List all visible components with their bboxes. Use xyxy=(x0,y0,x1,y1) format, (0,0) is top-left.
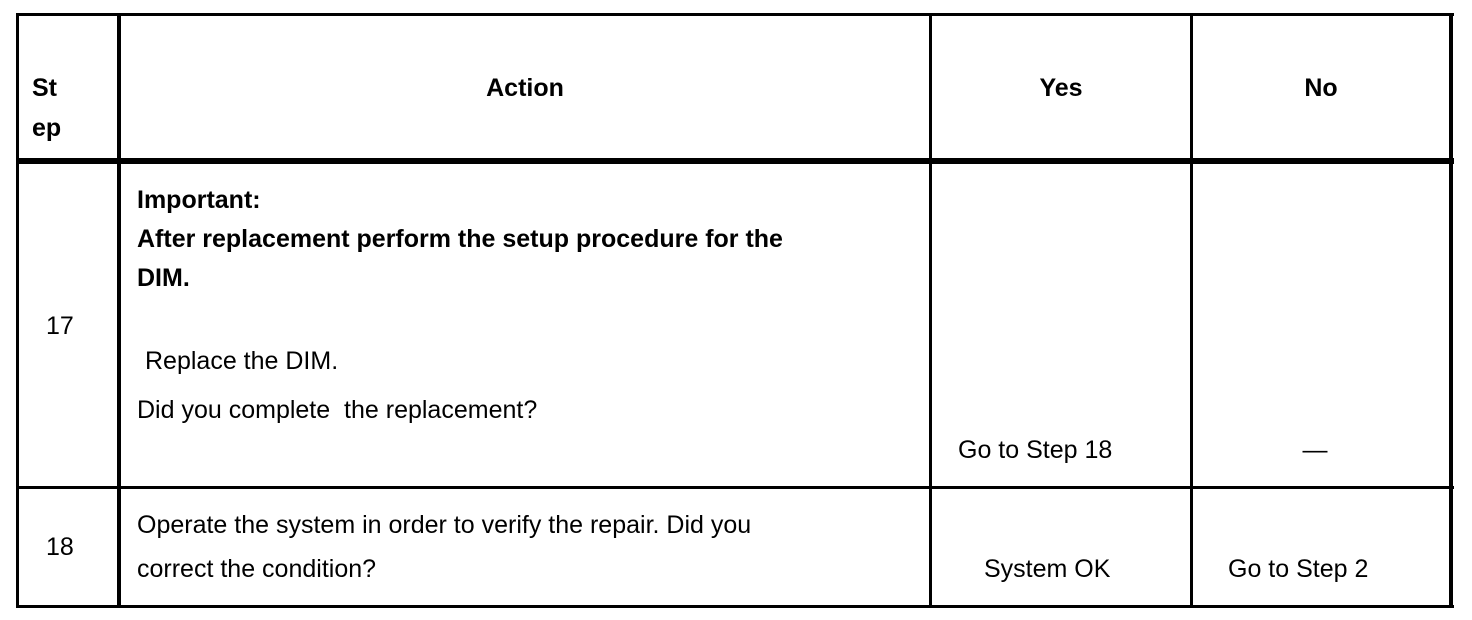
row-17-instruction: Replace the DIM. xyxy=(145,347,339,375)
row-17-important-text-line2: DIM. xyxy=(137,264,190,292)
row-17-important-text-line1: After replacement perform the setup procedure for the xyxy=(137,225,783,253)
header-no: No xyxy=(1304,74,1338,102)
row-17-yes: Go to Step 18 xyxy=(958,436,1113,464)
header-action: Action xyxy=(486,74,564,102)
row-17-important-label: Important: xyxy=(137,186,261,214)
row-18-action-line1: Operate the system in order to verify the repair. Did you xyxy=(137,511,752,539)
table-border-top xyxy=(16,13,1454,16)
row-divider xyxy=(16,486,1454,489)
header-divider xyxy=(16,158,1454,164)
row-18-action-line2: correct the condition? xyxy=(137,555,377,583)
table-border-right xyxy=(1449,13,1453,608)
row-17-question: Did you complete the replacement? xyxy=(137,396,538,424)
row-17-no: — xyxy=(1302,436,1328,464)
table-border-left xyxy=(16,13,19,608)
table-border-bottom xyxy=(16,605,1454,608)
row-18-no: Go to Step 2 xyxy=(1228,555,1369,583)
row-18-step: 18 xyxy=(46,533,74,561)
row-18-yes: System OK xyxy=(984,555,1111,583)
header-step: St ep xyxy=(32,74,62,142)
row-17-step: 17 xyxy=(46,312,74,340)
header-yes: Yes xyxy=(1039,74,1083,102)
